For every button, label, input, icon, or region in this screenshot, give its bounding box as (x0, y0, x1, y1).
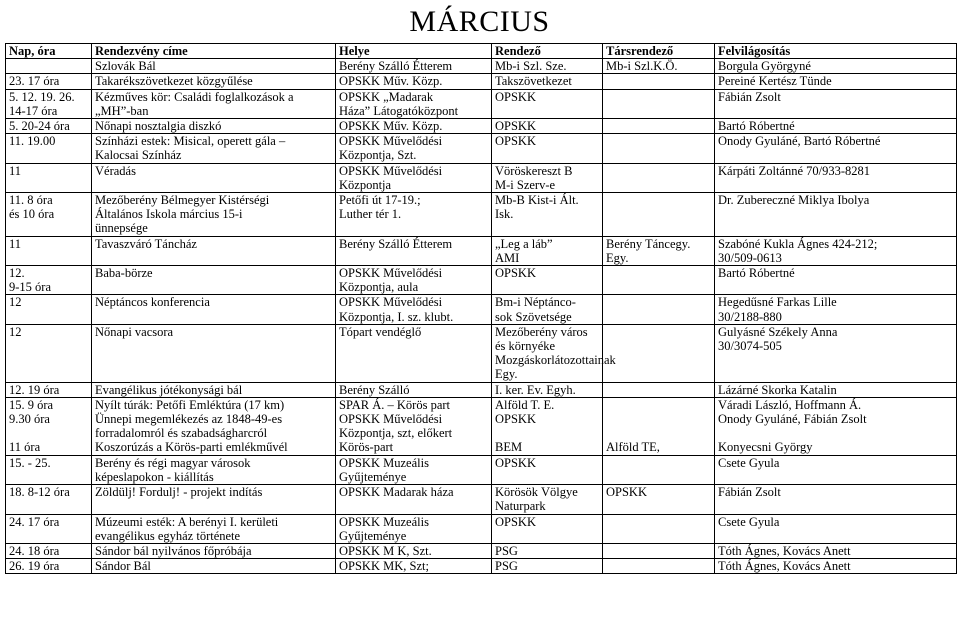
cell-organizer: OPSKK (492, 514, 603, 543)
table-row (6, 514, 957, 543)
cell-contact: Fábián Zsolt (715, 485, 957, 514)
cell-event-name: Nyílt túrák: Petőfi Emléktúra (17 km) Ünnepi megemlékezés az 1848-49-es forradalomról és szabadságharcról Koszorúzás a Körös-parti emlékművél (92, 397, 336, 455)
cell-contact: Csete Gyula (715, 455, 957, 484)
cell-co-organizer (603, 163, 715, 192)
cell-event-name: Színházi estek: Misical, operett gála – Kalocsai Színház (92, 134, 336, 163)
table-row (6, 74, 957, 89)
cell-day-time: 15. 9 óra 9.30 óra 11 óra (6, 397, 92, 455)
cell-venue: Berény Szálló (336, 382, 492, 397)
cell-event-name: Nőnapi nosztalgia diszkó (92, 119, 336, 134)
table-body (6, 59, 957, 574)
page-title: MÁRCIUS (409, 5, 550, 38)
cell-organizer: OPSKK (492, 119, 603, 134)
cell-contact: Csete Gyula (715, 514, 957, 543)
cell-event-name: Szlovák Bál (92, 59, 336, 74)
cell-venue: OPSKK Madarak háza (336, 485, 492, 514)
cell-organizer: Mb-i Szl. Sze. (492, 59, 603, 74)
cell-day-time: 11 (6, 163, 92, 192)
table-row (6, 455, 957, 484)
cell-organizer: PSG (492, 543, 603, 558)
header-venue: Helye (336, 44, 492, 59)
cell-organizer: I. ker. Ev. Egyh. (492, 382, 603, 397)
cell-day-time: 5. 12. 19. 26. 14-17 óra (6, 89, 92, 118)
cell-co-organizer (603, 324, 715, 382)
cell-event-name: Múzeumi esték: A berényi I. kerületi evangélikus egyház története (92, 514, 336, 543)
cell-venue: SPAR Á. – Körös part OPSKK Művelődési Központja, szt, előkert Körös-part (336, 397, 492, 455)
table-row (6, 382, 957, 397)
cell-contact: Bartó Róbertné (715, 119, 957, 134)
header-event-name: Rendezvény címe (92, 44, 336, 59)
cell-contact: Dr. Zubereczné Miklya Ibolya (715, 193, 957, 237)
cell-event-name: Mezőberény Bélmegyer Kistérségi Általános Iskola március 15-i ünnepsége (92, 193, 336, 237)
table-row (6, 119, 957, 134)
cell-event-name: Véradás (92, 163, 336, 192)
table-row (6, 543, 957, 558)
cell-organizer: Körösök Völgye Naturpark (492, 485, 603, 514)
cell-venue: OPSKK „Madarak Háza” Látogatóközpont (336, 89, 492, 118)
cell-day-time (6, 59, 92, 74)
table-row (6, 134, 957, 163)
cell-event-name: Sándor bál nyilvános főpróbája (92, 543, 336, 558)
cell-day-time: 26. 19 óra (6, 559, 92, 574)
cell-co-organizer (603, 514, 715, 543)
cell-organizer: OPSKK (492, 134, 603, 163)
cell-contact: Pereiné Kertész Tünde (715, 74, 957, 89)
cell-event-name: Tavaszváró Táncház (92, 236, 336, 265)
cell-contact: Borgula Györgyné (715, 59, 957, 74)
cell-co-organizer (603, 89, 715, 118)
cell-contact: Szabóné Kukla Ágnes 424-212; 30/509-0613 (715, 236, 957, 265)
cell-organizer: Alföld T. E. OPSKK BEM (492, 397, 603, 455)
cell-organizer: Mezőberény város és környéke Mozgáskorlátozottainak Egy. (492, 324, 603, 382)
cell-contact: Gulyásné Székely Anna 30/3074-505 (715, 324, 957, 382)
cell-contact: Onody Gyuláné, Bartó Róbertné (715, 134, 957, 163)
cell-day-time: 12. 9-15 óra (6, 266, 92, 295)
cell-day-time: 18. 8-12 óra (6, 485, 92, 514)
cell-venue: OPSKK Művelődési Központja (336, 163, 492, 192)
cell-venue: OPSKK Műv. Közp. (336, 119, 492, 134)
cell-organizer: OPSKK (492, 89, 603, 118)
cell-organizer: Takszövetkezet (492, 74, 603, 89)
cell-day-time: 11 (6, 236, 92, 265)
cell-co-organizer (603, 266, 715, 295)
cell-event-name: Nőnapi vacsora (92, 324, 336, 382)
cell-co-organizer (603, 193, 715, 237)
cell-venue: OPSKK MK, Szt; (336, 559, 492, 574)
cell-day-time: 24. 18 óra (6, 543, 92, 558)
cell-event-name: Sándor Bál (92, 559, 336, 574)
cell-co-organizer: Berény Táncegy. Egy. (603, 236, 715, 265)
cell-co-organizer (603, 295, 715, 324)
header-day-time: Nap, óra (6, 44, 92, 59)
cell-organizer: PSG (492, 559, 603, 574)
cell-venue: OPSKK Műv. Közp. (336, 74, 492, 89)
cell-day-time: 23. 17 óra (6, 74, 92, 89)
cell-day-time: 24. 17 óra (6, 514, 92, 543)
table-row (6, 397, 957, 455)
cell-organizer: OPSKK (492, 455, 603, 484)
cell-venue: OPSKK Muzeális Gyűjteménye (336, 455, 492, 484)
cell-organizer: Vöröskereszt B M-i Szerv-e (492, 163, 603, 192)
cell-venue: OPSKK Művelődési Központja, I. sz. klubt. (336, 295, 492, 324)
cell-contact: Hegedűsné Farkas Lille 30/2188-880 (715, 295, 957, 324)
cell-event-name: Takarékszövetkezet közgyűlése (92, 74, 336, 89)
cell-day-time: 11. 19.00 (6, 134, 92, 163)
table-row (6, 89, 957, 118)
table-row (6, 236, 957, 265)
cell-venue: Petőfi út 17-19.; Luther tér 1. (336, 193, 492, 237)
cell-contact: Kárpáti Zoltánné 70/933-8281 (715, 163, 957, 192)
cell-contact: Fábián Zsolt (715, 89, 957, 118)
cell-co-organizer (603, 543, 715, 558)
cell-co-organizer (603, 382, 715, 397)
cell-contact: Bartó Róbertné (715, 266, 957, 295)
cell-venue: OPSKK Művelődési Központja, aula (336, 266, 492, 295)
cell-day-time: 12. 19 óra (6, 382, 92, 397)
table-row (6, 559, 957, 574)
table-row (6, 485, 957, 514)
cell-co-organizer: Mb-i Szl.K.Ö. (603, 59, 715, 74)
header-organizer: Rendező (492, 44, 603, 59)
cell-contact: Tóth Ágnes, Kovács Anett (715, 559, 957, 574)
cell-event-name: Zöldülj! Fordulj! - projekt indítás (92, 485, 336, 514)
cell-venue: Berény Szálló Étterem (336, 59, 492, 74)
table-row (6, 59, 957, 74)
cell-co-organizer (603, 559, 715, 574)
events-table (5, 43, 957, 574)
cell-venue: OPSKK Művelődési Központja, Szt. (336, 134, 492, 163)
cell-organizer: Bm-i Néptánco- sok Szövetsége (492, 295, 603, 324)
table-row (6, 266, 957, 295)
cell-co-organizer (603, 119, 715, 134)
table-row (6, 295, 957, 324)
cell-venue: OPSKK M K, Szt. (336, 543, 492, 558)
header-row (6, 44, 957, 59)
cell-co-organizer (603, 74, 715, 89)
cell-day-time: 12 (6, 295, 92, 324)
table-row (6, 163, 957, 192)
cell-organizer: „Leg a láb” AMI (492, 236, 603, 265)
cell-day-time: 15. - 25. (6, 455, 92, 484)
cell-contact: Váradi László, Hoffmann Á. Onody Gyuláné, Fábián Zsolt Konyecsni György (715, 397, 957, 455)
cell-event-name: Berény és régi magyar városok képeslapokon - kiállítás (92, 455, 336, 484)
cell-day-time: 5. 20-24 óra (6, 119, 92, 134)
cell-event-name: Evangélikus jótékonysági bál (92, 382, 336, 397)
cell-co-organizer (603, 134, 715, 163)
table-row (6, 193, 957, 237)
cell-contact: Tóth Ágnes, Kovács Anett (715, 543, 957, 558)
cell-event-name: Néptáncos konferencia (92, 295, 336, 324)
cell-event-name: Baba-börze (92, 266, 336, 295)
cell-contact: Lázárné Skorka Katalin (715, 382, 957, 397)
cell-day-time: 12 (6, 324, 92, 382)
cell-co-organizer (603, 455, 715, 484)
cell-venue: Berény Szálló Étterem (336, 236, 492, 265)
table-row (6, 324, 957, 382)
cell-day-time: 11. 8 óra és 10 óra (6, 193, 92, 237)
cell-organizer: Mb-B Kist-i Ált. Isk. (492, 193, 603, 237)
cell-event-name: Kézműves kör: Családi foglalkozások a „MH”-ban (92, 89, 336, 118)
cell-venue: Tópart vendéglő (336, 324, 492, 382)
cell-co-organizer: Alföld TE, (603, 397, 715, 455)
cell-organizer: OPSKK (492, 266, 603, 295)
cell-co-organizer: OPSKK (603, 485, 715, 514)
cell-venue: OPSKK Muzeális Gyűjteménye (336, 514, 492, 543)
header-co-organizer: Társrendező (603, 44, 715, 59)
header-contact: Felvilágosítás (715, 44, 957, 59)
